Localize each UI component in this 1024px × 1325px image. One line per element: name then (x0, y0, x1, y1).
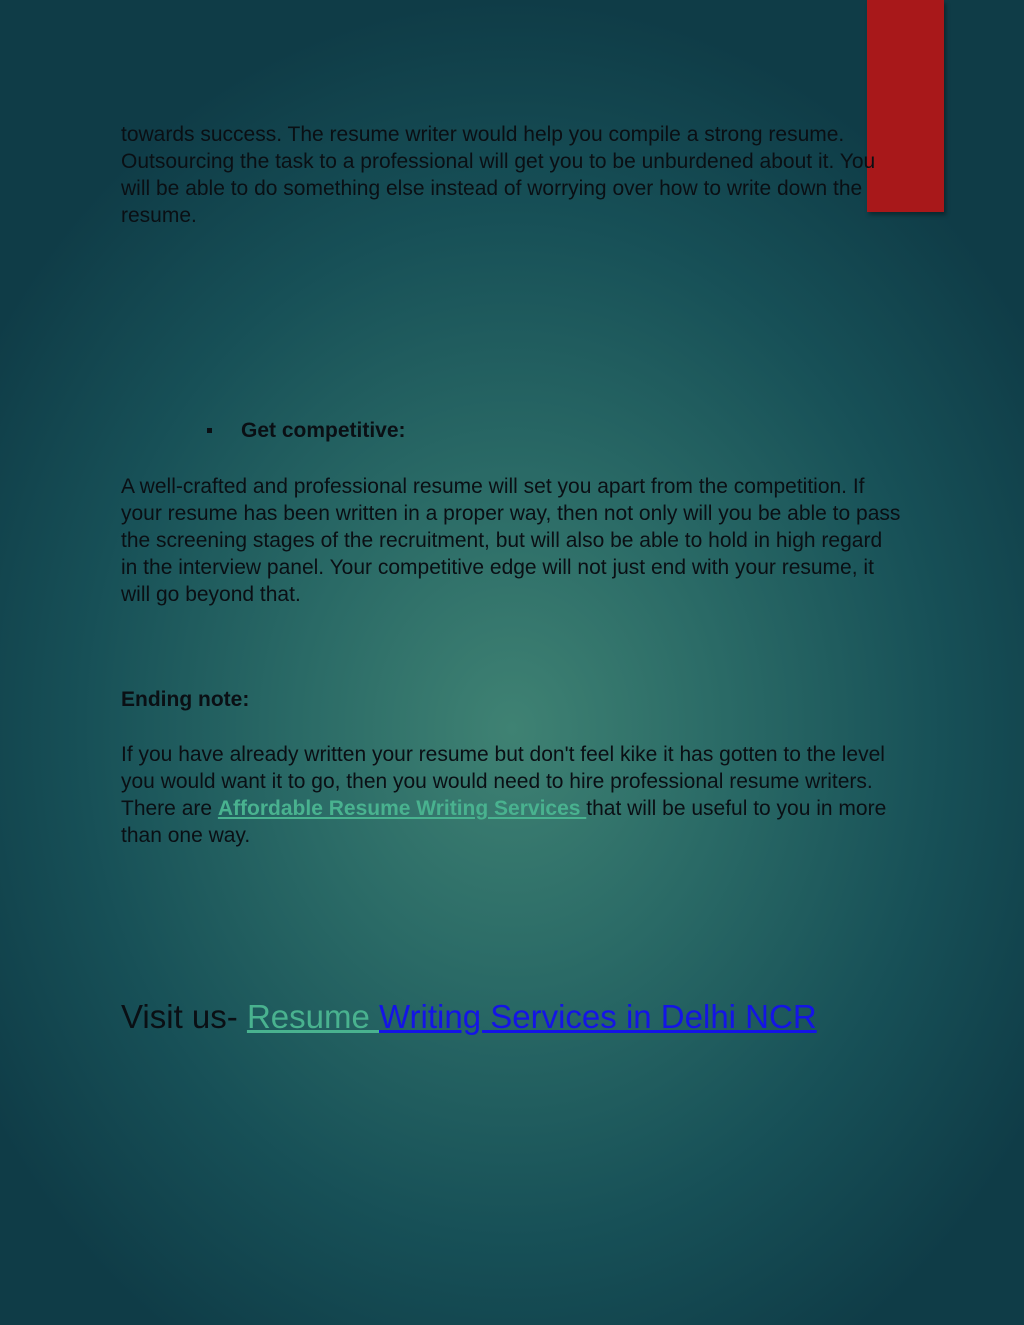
visit-link-resume[interactable]: Resume (246, 998, 379, 1035)
competitive-paragraph: A well-crafted and professional resume will set you apart from the competition. If your resume has been written in a proper way, then not only will you be able to pass the screening stages of the recruitment, but will also be able to hold in high regard in the interview panel. Your competitive edge will not just end with your resume, it will go beyond that. (121, 475, 901, 606)
intro-paragraph: towards success. The resume writer would help you compile a strong resume. Outsourcing the task to a professional will get you to be unburdened about it. You will be able to do something else instead of worrying over how to write down the resume. (121, 123, 876, 227)
ending-text-after: that will be useful to you in more than one way. (121, 797, 887, 847)
visit-line (121, 996, 817, 1038)
visit-link-services[interactable]: Writing Services in Delhi NCR (379, 998, 817, 1035)
affordable-services-link[interactable]: Affordable Resume Writing Services (217, 797, 587, 820)
ending-paragraph (121, 741, 901, 849)
square-bullet-icon (207, 428, 212, 433)
ending-text-before: If you have already written your resume but don't feel kike it has gotten to the level you would want it to go, then you would need to hire professional resume writers. There are (121, 743, 885, 820)
competitive-heading: Get competitive: (241, 419, 406, 442)
competitive-bullet (207, 417, 406, 444)
visit-prefix: Visit us- (121, 998, 247, 1035)
ending-heading: Ending note: (121, 688, 250, 711)
